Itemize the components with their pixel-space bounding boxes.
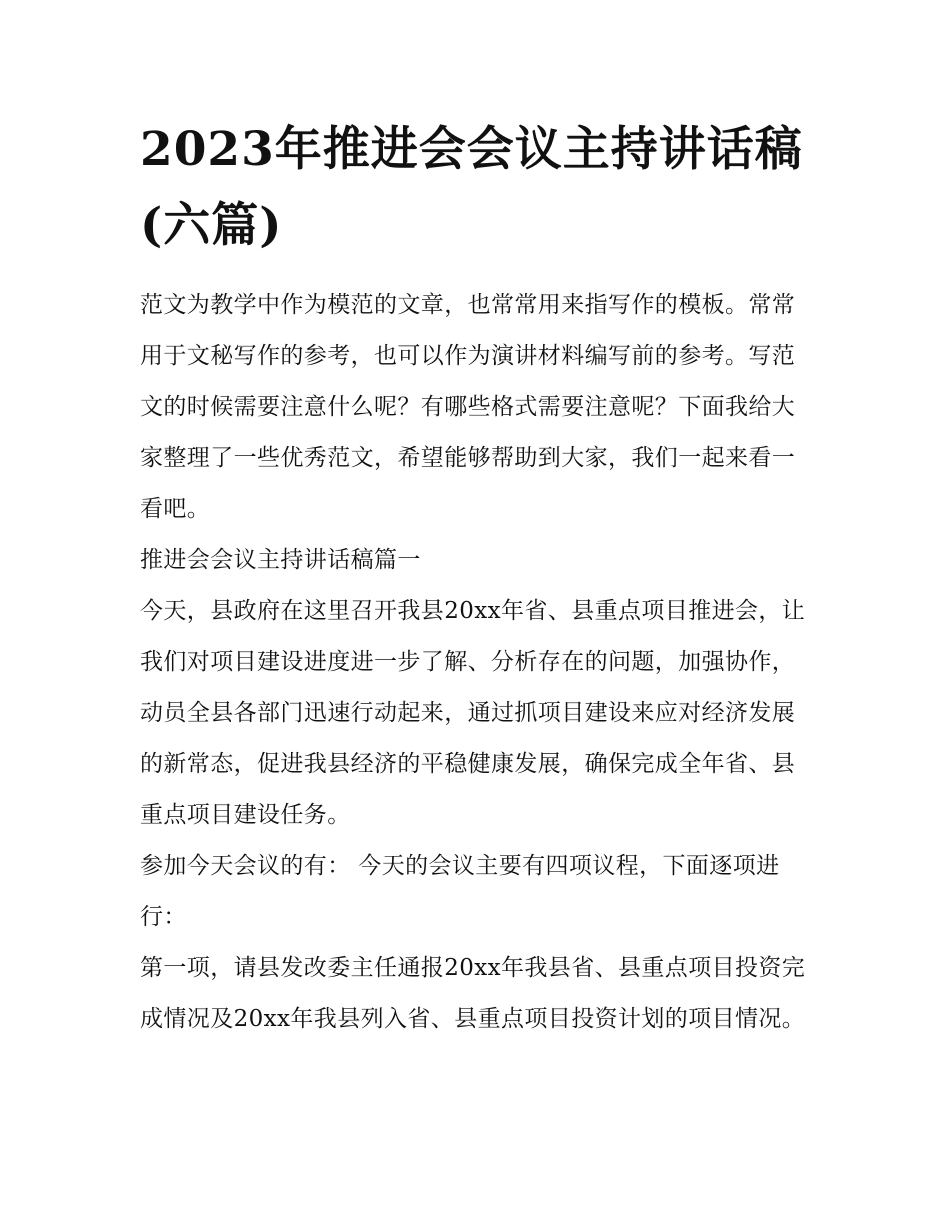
section-heading: 推进会会议主持讲话稿篇一	[140, 547, 421, 573]
document-title: 2023年推进会会议主持讲话稿(六篇)	[140, 122, 803, 253]
body-paragraph: 今天，县政府在这里召开我县20xx年省、县重点项目推进会，让我们对项目建设进度进一步了解、分析存在的问题，加强协作，动员全县各部门迅速行动起来，通过抓项目建设来应对经济发展的新常态，促进我县经济的平稳健康发展，确保完成全年省、县重点项目建设任务。	[140, 598, 806, 828]
intro-paragraph: 范文为教学中作为模范的文章，也常常用来指写作的模板。常常用于文秘写作的参考，也可以作为演讲材料编写前的参考。写范文的时候需要注意什么呢？有哪些格式需要注意呢？下面我给大家整理了一些优秀范文，希望能够帮助到大家，我们一起来看一看吧。	[140, 292, 796, 522]
body-paragraph: 第一项，请县发改委主任通报20xx年我县省、县重点项目投资完成情况及20xx年我县列入省、县重点项目投资计划的项目情况。	[140, 955, 806, 1032]
document-body	[140, 280, 816, 1045]
body-paragraph: 参加今天会议的有： 今天的会议主要有四项议程，下面逐项进行：	[140, 853, 780, 930]
